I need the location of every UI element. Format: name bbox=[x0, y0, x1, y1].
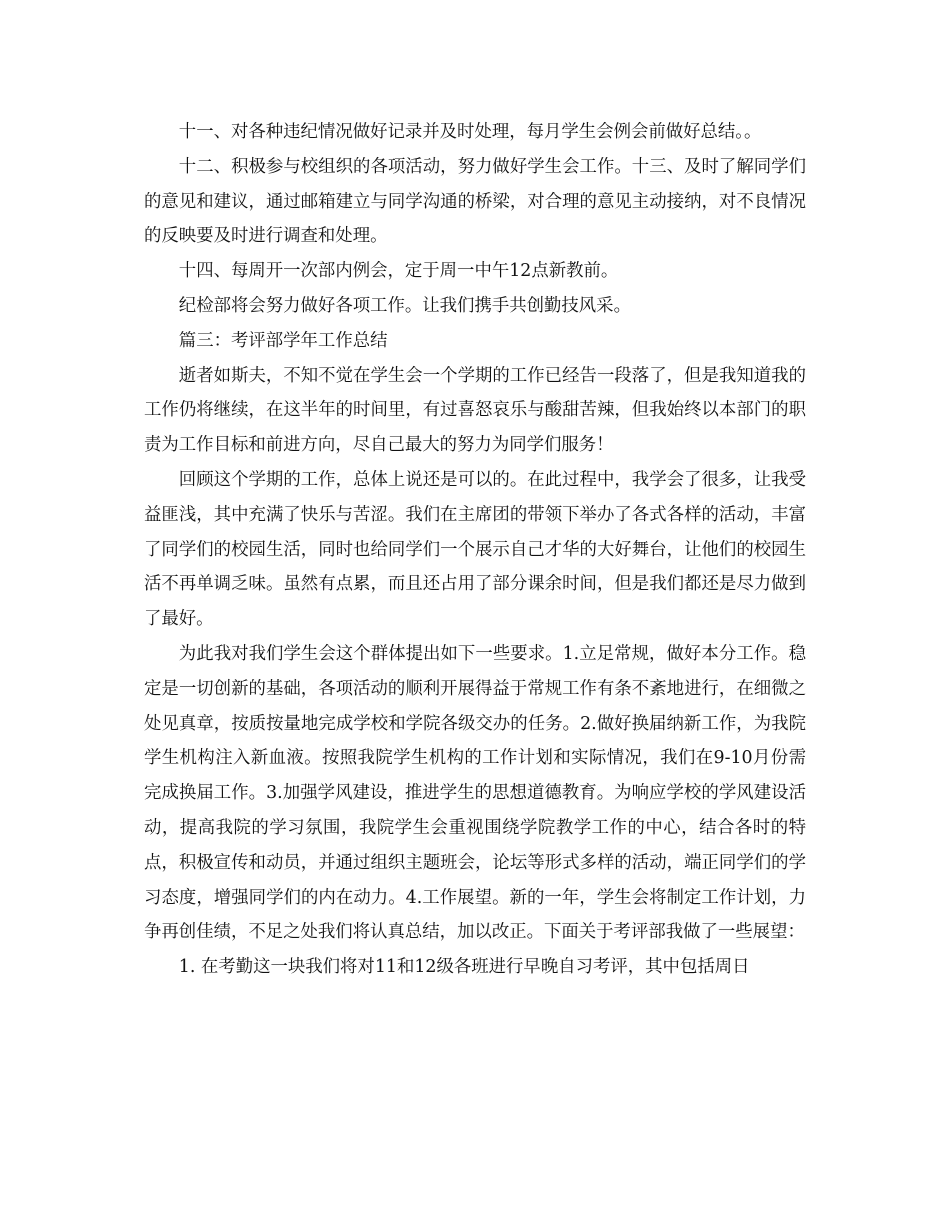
paragraph-semester-intro: 逝者如斯夫，不知不觉在学生会一个学期的工作已经告一段落了，但是我知道我的工作仍将继续，在这半年的时间里，有过喜怒哀乐与酸甜苦辣，但我始终以本部门的职责为工作目标和前进方向，尽自己最大的努力为同学们服务！ bbox=[144, 365, 806, 456]
section-heading-part-three: 篇三：考评部学年工作总结 bbox=[178, 330, 388, 351]
document-body bbox=[144, 115, 806, 985]
paragraph-rule-twelve-thirteen: 十二、积极参与校组织的各项活动，努力做好学生会工作。十三、及时了解同学们的意见和建议，通过邮箱建立与同学沟通的桥梁，对合理的意见主动接纳，对不良情况的反映要及时进行调查和处理。 bbox=[144, 156, 806, 247]
paragraph-outlook-item-one: 1. 在考勤这一块我们将对11和12级各班进行早晚自习考评，其中包括周日 bbox=[178, 957, 750, 978]
paragraph-discipline-closing: 纪检部将会努力做好各项工作。让我们携手共创勤技风采。 bbox=[178, 295, 631, 316]
paragraph-semester-review: 回顾这个学期的工作，总体上说还是可以的。在此过程中，我学会了很多，让我受益匪浅，其中充满了快乐与苦涩。我们在主席团的带领下举办了各式各样的活动，丰富了同学们的校园生活，同时也给同学们一个展示自己才华的大好舞台，让他们的校园生活不再单调乏味。虽然有点累，而且还占用了部分课余时间，但是我们都还是尽力做到了最好。 bbox=[144, 469, 806, 630]
paragraph-requirements: 为此我对我们学生会这个群体提出如下一些要求。1.立足常规，做好本分工作。稳定是一切创新的基础，各项活动的顺利开展得益于常规工作有条不紊地进行，在细微之处见真章，按质按量地完成学校和学院各级交办的任务。2.做好换届纳新工作，为我院学生机构注入新血液。按照我院学生机构的工作计划和实际情况，我们在9-10月份需完成换届工作。3.加强学风建设，推进学生的思想道德教育。为响应学校的学风建设活动，提高我院的学习氛围，我院学生会重视围绕学院教学工作的中心，结合各时的特点，积极宣传和动员，并通过组织主题班会，论坛等形式多样的活动，端正同学们的学习态度，增强同学们的内在动力。4.工作展望。新的一年，学生会将制定工作计划，力争再创佳绩，不足之处我们将认真总结，加以改正。下面关于考评部我做了一些展望： bbox=[144, 643, 806, 943]
paragraph-rule-fourteen: 十四、每周开一次部内例会，定于周一中午12点新教前。 bbox=[178, 261, 619, 282]
paragraph-rule-eleven: 十一、对各种违纪情况做好记录并及时处理，每月学生会例会前做好总结。。 bbox=[178, 122, 762, 142]
